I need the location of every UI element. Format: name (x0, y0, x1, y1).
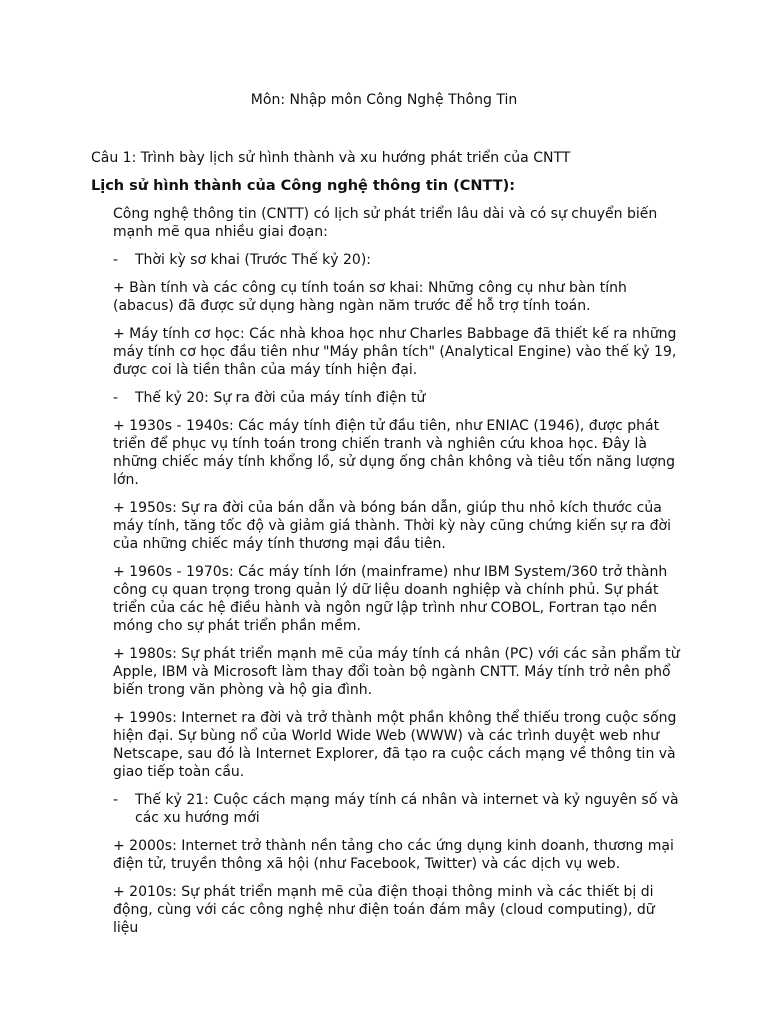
list-item (113, 499, 683, 553)
text-line: Công nghệ thông tin (CNTT) có lịch sử phát triển lâu dài và có sự chuyển biến (113, 206, 658, 222)
list-item (113, 837, 683, 873)
text-line: của những chiếc máy tính thương mại đầu tiên. (113, 536, 446, 552)
era-heading-text (135, 791, 683, 827)
era-heading-20th-century (113, 389, 683, 407)
text-line: + 2010s: Sự phát triển mạnh mẽ của điện thoại thông minh và các thiết bị di (113, 884, 654, 900)
section-heading: Lịch sử hình thành của Công nghệ thông tin (CNTT): (91, 178, 516, 194)
text-line: triển để phục vụ tính toán trong chiến tranh và nghiên cứu khoa học. Đây là (113, 436, 647, 452)
text-line: + 1930s - 1940s: Các máy tính điện tử đầu tiên, như ENIAC (1946), được phát (113, 418, 660, 434)
text-line: móng cho sự phát triển phần mềm. (113, 618, 361, 634)
text-line: biến trong văn phòng và hộ gia đình. (113, 682, 373, 698)
text-line: + Máy tính cơ học: Các nhà khoa học như Charles Babbage đã thiết kế ra những (113, 326, 677, 342)
text-line: các xu hướng mới (135, 810, 260, 826)
text-line: máy tính, tăng tốc độ và giảm giá thành. Thời kỳ này cũng chứng kiến sự ra đời (113, 518, 671, 534)
text-line: Apple, IBM và Microsoft làm thay đổi toàn bộ ngành CNTT. Máy tính trở nên phổ (113, 664, 671, 680)
document-body (113, 205, 683, 947)
text-line: + 2000s: Internet trở thành nền tảng cho các ứng dụng kinh doanh, thương mại (113, 838, 674, 854)
list-item (113, 563, 683, 635)
text-line: + Bàn tính và các công cụ tính toán sơ khai: Những công cụ như bàn tính (113, 280, 627, 296)
text-line: được coi là tiền thân của máy tính hiện đại. (113, 362, 418, 378)
dash-bullet: - (113, 252, 119, 268)
text-line: lớn. (113, 472, 139, 488)
text-line: động, cùng với các công nghệ như điện toán đám mây (cloud computing), dữ liệu (113, 902, 655, 936)
text-line: + 1950s: Sự ra đời của bán dẫn và bóng bán dẫn, giúp thu nhỏ kích thước của (113, 500, 662, 516)
era-heading-text: Thời kỳ sơ khai (Trước Thế kỷ 20): (135, 252, 372, 268)
text-line: hiện đại. Sự bùng nổ của World Wide Web (WWW) và các trình duyệt web như (113, 728, 660, 744)
subject-title: Môn: Nhập môn Công Nghệ Thông Tin (250, 92, 518, 108)
question-text: Câu 1: Trình bày lịch sử hình thành và xu hướng phát triển của CNTT (91, 150, 571, 166)
list-item (113, 417, 683, 489)
era-heading-text: Thế kỷ 20: Sự ra đời của máy tính điện tử (135, 390, 426, 406)
text-line: (abacus) đã được sử dụng hàng ngàn năm trước để hỗ trợ tính toán. (113, 298, 591, 314)
text-line: triển của các hệ điều hành và ngôn ngữ lập trình như COBOL, Fortran tạo nền (113, 600, 657, 616)
list-item (113, 883, 683, 937)
dash-bullet: - (113, 792, 119, 808)
text-line: + 1960s - 1970s: Các máy tính lớn (mainframe) như IBM System/360 trở thành (113, 564, 668, 580)
text-line: Thế kỷ 21: Cuộc cách mạng máy tính cá nhân và internet và kỷ nguyên số và (135, 792, 679, 808)
era-heading-early (113, 251, 683, 269)
text-line: máy tính cơ học đầu tiên như "Máy phân tích" (Analytical Engine) vào thế kỷ 19, (113, 344, 677, 360)
list-item (113, 645, 683, 699)
text-line: + 1980s: Sự phát triển mạnh mẽ của máy tính cá nhân (PC) với các sản phẩm từ (113, 646, 680, 662)
list-item (113, 709, 683, 781)
list-item (113, 279, 683, 315)
text-line: những chiếc máy tính khổng lồ, sử dụng ống chân không và tiêu tốn năng lượng (113, 454, 676, 470)
era-heading-21st-century (113, 791, 683, 827)
text-line: + 1990s: Internet ra đời và trở thành một phần không thể thiếu trong cuộc sống (113, 710, 677, 726)
dash-bullet: - (113, 390, 119, 406)
text-line: mạnh mẽ qua nhiều giai đoạn: (113, 224, 328, 240)
text-line: điện tử, truyền thông xã hội (như Facebook, Twitter) và các dịch vụ web. (113, 856, 621, 872)
text-line: giao tiếp toàn cầu. (113, 764, 245, 780)
intro-paragraph (113, 205, 683, 241)
text-line: Netscape, sau đó là Internet Explorer, đã tạo ra cuộc cách mạng về thông tin và (113, 746, 676, 762)
text-line: công cụ quan trọng trong quản lý dữ liệu doanh nghiệp và chính phủ. Sự phát (113, 582, 659, 598)
list-item (113, 325, 683, 379)
